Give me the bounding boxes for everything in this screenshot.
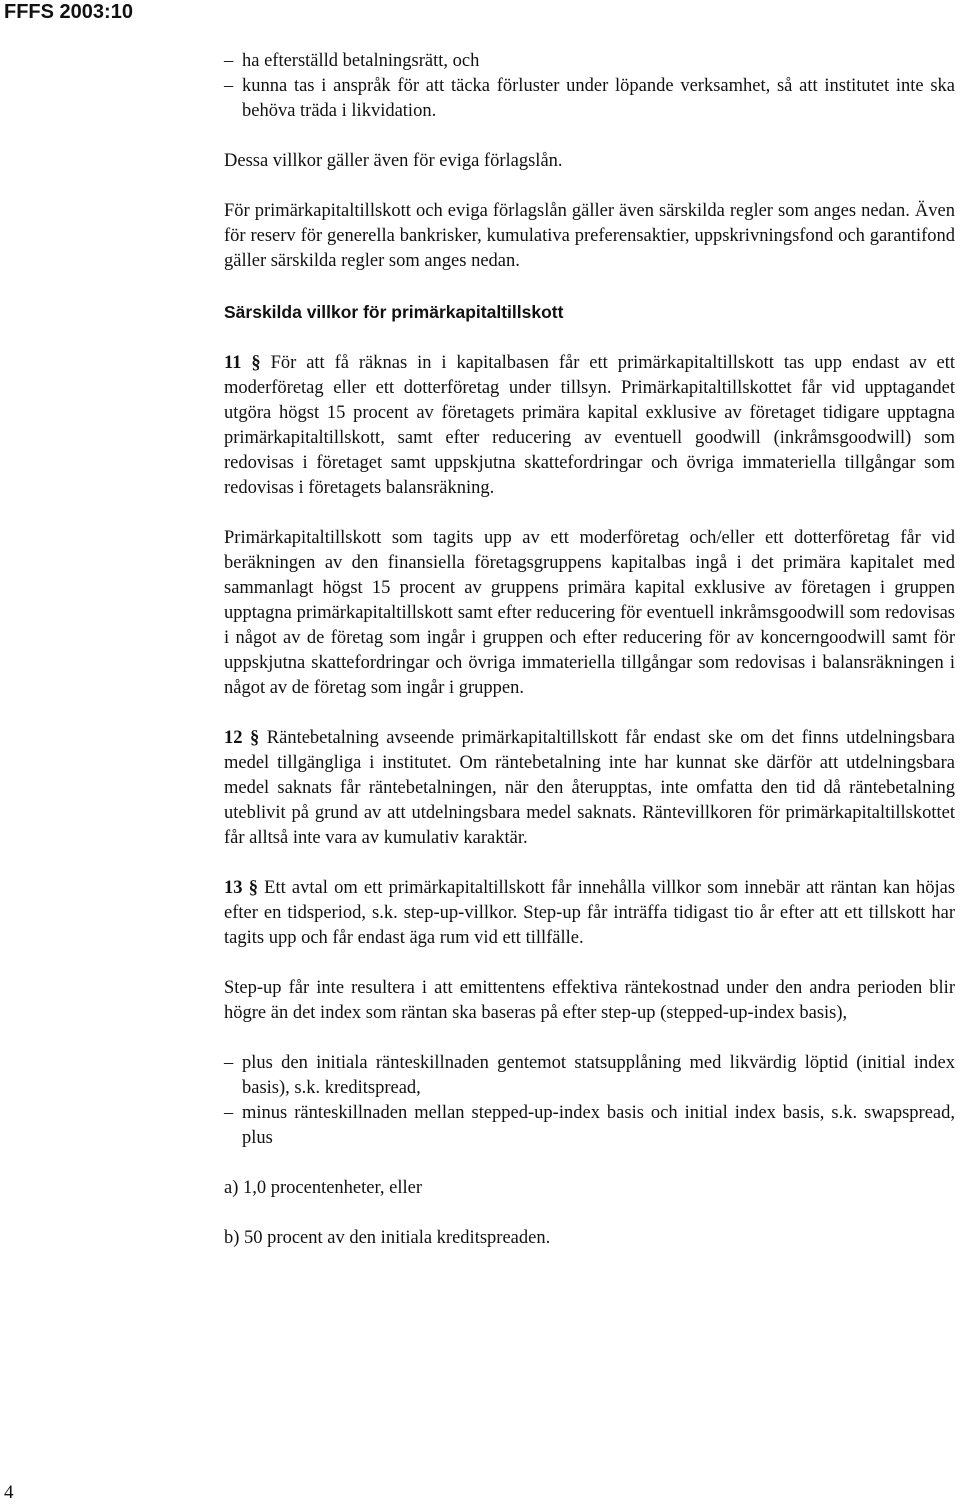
- list-item: [224, 1101, 955, 1151]
- list-item: [224, 74, 955, 124]
- document-header: FFFS 2003:10: [4, 1, 133, 23]
- list-dash: –: [224, 76, 234, 96]
- section-13: [224, 876, 955, 951]
- list-dash: –: [224, 51, 234, 71]
- paragraph: Primärkapitaltillskott som tagits upp av ett moderföretag och/eller ett dotterföretag får vid beräkningen av den finansiella företagsgruppens kapitalbas ingå i det primära kapitalet med sammanlagt högst 15 procent av gruppens primära kapital exklusive av företagen i gruppen upptagna primärkapitaltillskott samt efter reducering för eventuell inkråmsgoodwill som redovisas i något av de företag som ingår i gruppen och efter reducering för av koncerngoodwill samt för uppskjutna skattefordringar och övriga immateriella tillgångar som redovisas i balansräkningen i något av de företag som ingår i gruppen.: [224, 528, 955, 698]
- document-body: [224, 49, 955, 1251]
- section-12: [224, 726, 955, 851]
- paragraph: Dessa villkor gäller även för eviga förlagslån.: [224, 151, 563, 171]
- section-text: För att få räknas in i kapitalbasen får ett primärkapitaltillskott tas upp endast av ett moderföretag eller ett dotterföretag under tillsyn. Primärkapitaltillskottet får vid upptagandet utgöra högst 15 procent av företagets primära kapital exklusive av företaget tidigare upptagna primärkapitaltillskott, samt efter reducering av eventuell goodwill (inkråmsgoodwill) som redovisas i företaget samt uppskjutna skattefordringar och övriga immateriella tillgångar som redovisas i företagets balansräkning.: [224, 353, 955, 498]
- list-item-text: kunna tas i anspråk för att täcka förluster under löpande verksamhet, så att institutet inte ska behöva träda i likvidation.: [242, 76, 955, 121]
- list-dash: –: [224, 1053, 234, 1073]
- section-number: 11 §: [224, 353, 261, 373]
- page-number: 4: [4, 1482, 14, 1503]
- section-number: 12 §: [224, 728, 260, 748]
- option-a: a) 1,0 procentenheter, eller: [224, 1178, 423, 1198]
- paragraph: Step-up får inte resultera i att emittentens effektiva räntekostnad under den andra perioden blir högre än det index som räntan ska baseras på efter step-up (stepped-up-index basis),: [224, 978, 955, 1023]
- section-text: Räntebetalning avseende primärkapitaltillskott får endast ske om det finns utdelningsbara medel tillgängliga i institutet. Om räntebetalning inte har kunnat ske därför att utdelningsbara medel saknats får räntebetalningen, när den återupptas, inte omfatta den tid då räntebetalning uteblivit på grund av att utdelningsbara medel saknats. Räntevillkoren för primärkapitaltillskottet får alltså inte vara av kumulativ karaktär.: [224, 728, 955, 848]
- list-item-text: plus den initiala ränteskillnaden gentemot statsupplåning med likvärdig löptid (initial index basis), s.k. kreditspread,: [242, 1053, 955, 1098]
- option-b: b) 50 procent av den initiala kreditspreaden.: [224, 1228, 551, 1248]
- section-heading: Särskilda villkor för primärkapitaltillskott: [224, 302, 564, 322]
- list-item: [224, 49, 955, 74]
- list-item-text: minus ränteskillnaden mellan stepped-up-index basis och initial index basis, s.k. swapspread, plus: [242, 1103, 955, 1148]
- paragraph: För primärkapitaltillskott och eviga förlagslån gäller även särskilda regler som anges nedan. Även för reserv för generella bankrisker, kumulativa preferensaktier, uppskrivningsfond och garantifond gäller särskilda regler som anges nedan.: [224, 201, 955, 271]
- list-item: [224, 1051, 955, 1101]
- section-text: Ett avtal om ett primärkapitaltillskott får innehålla villkor som innebär att räntan kan höjas efter en tidsperiod, s.k. step-up-villkor. Step-up får inträffa tidigast tio år efter att ett tillskott har tagits upp och får endast äga rum vid ett tillfälle.: [224, 878, 956, 948]
- list-item-text: ha efterställd betalningsrätt, och: [242, 51, 480, 71]
- section-number: 13 §: [224, 878, 258, 898]
- section-11: [224, 351, 955, 501]
- list-dash: –: [224, 1103, 234, 1123]
